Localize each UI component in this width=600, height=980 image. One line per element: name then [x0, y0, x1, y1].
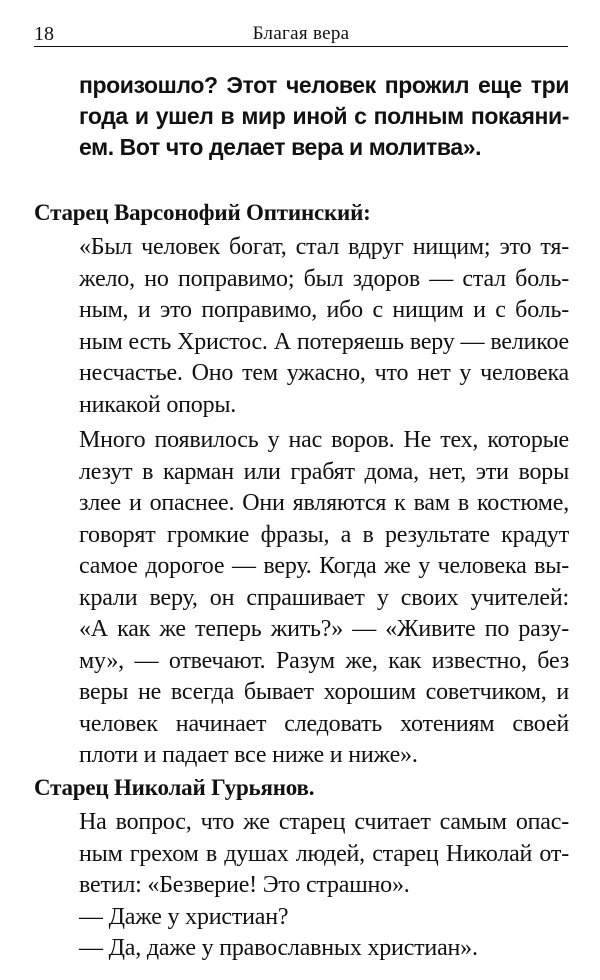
- paragraph-line: никакой опоры.: [79, 391, 237, 418]
- heading-nikolai: Старец Николай Гурьянов.: [34, 775, 315, 800]
- paragraph-line: «Был человек богат, стал вдруг нищим; это тя-: [79, 234, 569, 260]
- paragraph-line: лезут в карман или грабят дома, нет, эти воры: [79, 458, 569, 485]
- intro-paragraph: [79, 70, 569, 163]
- page-number: 18: [34, 23, 54, 45]
- paragraph-line: жело, но поправимо; был здоров — стал боль-: [79, 265, 569, 292]
- paragraph-line: ным, и это поправимо, ибо с нищим и с боль-: [79, 297, 569, 323]
- page-header: [34, 22, 568, 46]
- dialogue-line: — Даже у христиан?: [79, 903, 289, 930]
- paragraph-line: говорят громкие фразы, а в результате крадут: [79, 521, 569, 548]
- paragraph-line: Много появилось у нас воров. Не тех, которые: [79, 427, 569, 453]
- paragraph-line: му», — отвечают. Разум же, как известно, без: [79, 647, 569, 674]
- paragraph-line: веры не всегда бывает хорошим советчиком, и: [79, 679, 569, 705]
- paragraph-line: крали веру, он спрашивает у своих учителей:: [79, 584, 569, 611]
- paragraph-line: На вопрос, что же старец считает самым опас-: [79, 809, 569, 835]
- paragraph-line: «А как же теперь жить?» — «Живите по разу-: [79, 616, 569, 642]
- paragraph-line: плоти и падает все ниже и ниже».: [79, 742, 418, 768]
- paragraph-line: человек начинает следовать хотениям своей: [79, 710, 569, 737]
- paragraph-line: злее и опаснее. Они являются к вам в костюме,: [79, 490, 569, 516]
- intro-line: произошло? Этот человек прожил еще три: [79, 72, 569, 98]
- intro-line: ем. Вот что делает вера и молитва».: [79, 134, 482, 160]
- paragraph-line: ным есть Христос. А потеряешь веру — великое: [79, 328, 569, 355]
- paragraph-line: самое дорогое — веру. Когда же у человека вы-: [79, 553, 569, 579]
- running-title: Благая вера: [252, 23, 350, 44]
- quote-paragraph-1: [79, 232, 569, 421]
- nikolai-paragraph: [79, 807, 569, 965]
- heading-barsanuphius: Старец Варсонофий Оптинский:: [34, 200, 371, 225]
- header-rule: [34, 46, 568, 47]
- intro-line: года и ушел в мир иной с полным покаяни-: [79, 103, 569, 129]
- paragraph-line: несчастье. Оно тем ужасно, что нет у человека: [79, 360, 569, 386]
- paragraph-line: ветил: «Безверие! Это страшно».: [79, 872, 410, 898]
- paragraph-line: ным грехом в душах людей, старец Николай от-: [79, 840, 569, 867]
- dialogue-line: — Да, даже у православных христиан».: [79, 935, 478, 961]
- quote-paragraph-2: [79, 425, 569, 772]
